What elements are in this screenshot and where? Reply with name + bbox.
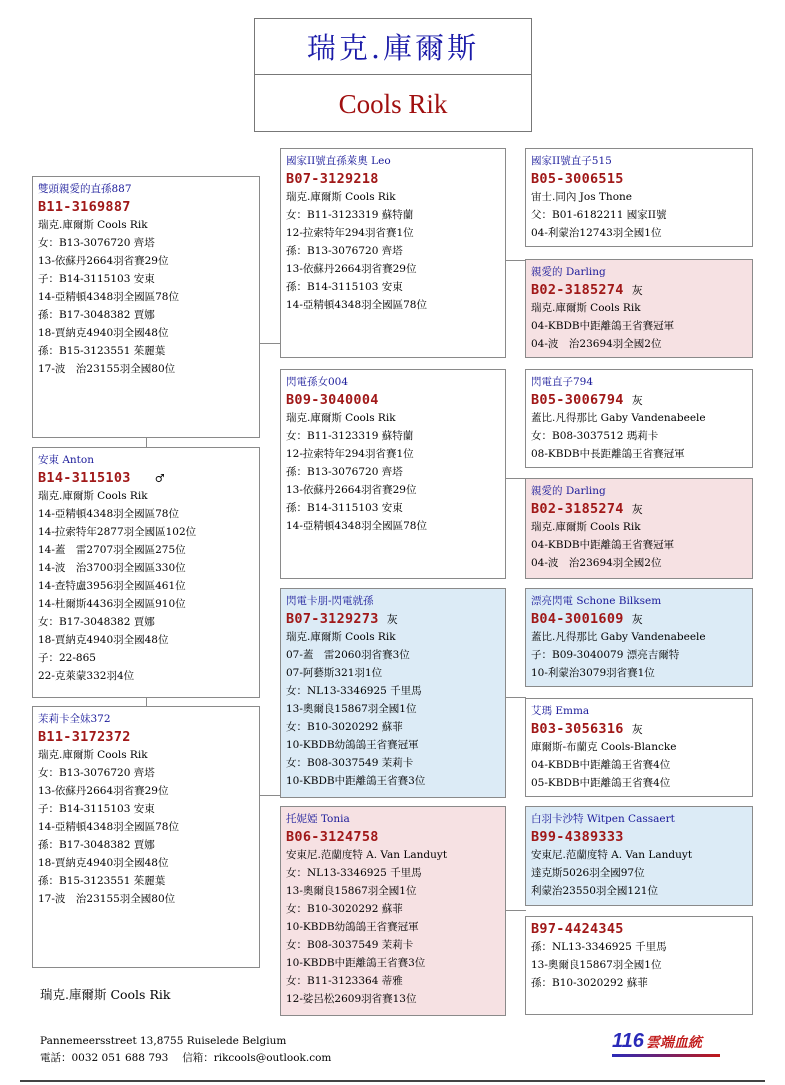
pigeon-name: 閃電卡朋-閃電就孫 [286,595,374,607]
ring-number: B03-3056316 [531,721,624,737]
record-line: 孫：B14-3115103 安東 [286,281,403,293]
record-line: 10-KBDB中距離鴿王省賽3位 [286,775,426,787]
pigeon-name: 親愛的 Darling [531,266,606,278]
record-line: 10-利蒙治3079羽省賽1位 [531,667,655,679]
subject-card[interactable] [32,447,260,698]
record-line: 14-波 治3700羽全國區330位 [38,562,186,574]
record-line: 孫：NL13-3346925 千里馬 [531,941,667,953]
connector [146,697,147,706]
record-line: 14-亞精頓4348羽全國區78位 [286,299,427,311]
record-line: 13-奧爾良15867羽全國1位 [531,959,662,971]
sire-dam-card[interactable] [280,369,506,579]
record-line: 庫爾斯-布蘭克 Cools-Blancke [531,741,677,753]
title-chinese: 瑞克.庫爾斯 [255,19,531,75]
pigeon-name: 雙頭親愛的直孫887 [38,183,132,195]
breeder-name: 瑞克.庫爾斯 Cools Rik [40,987,171,1002]
record-line: 14-亞精頓4348羽全國區78位 [286,520,427,532]
dam-sire-sire-card[interactable] [525,588,753,687]
dam-sire-dam-card[interactable] [525,698,753,797]
record-line: 瑞克.庫爾斯 Cools Rik [38,490,148,502]
record-line: 孫：B13-3076720 齊塔 [286,466,403,478]
pigeon-name: 白羽卡沙特 Witpen Cassaert [531,813,675,825]
record-line: 14-亞精頓4348羽全國區78位 [38,291,179,303]
ring-row [531,391,747,409]
record-line: 女：B08-3037512 瑪莉卡 [531,430,659,442]
ring-number: B06-3124758 [286,829,379,845]
record-line: 10-KBDB中距離鴿王省賽3位 [286,957,426,969]
record-line: 女：B08-3037549 茉莉卡 [286,939,414,951]
record-line: 18-賈納克4940羽全國48位 [38,857,169,869]
record-line: 05-KBDB中距離鴿王省賽4位 [531,777,671,789]
record-line: 12-娑呂松2609羽省賽13位 [286,993,417,1005]
plumage-color: 灰 [631,394,643,407]
dam-card[interactable] [32,706,260,968]
record-line: 17-波 治23155羽全國80位 [38,363,176,375]
plumage-color: 灰 [631,613,643,626]
sire-sire-sire-card[interactable] [525,148,753,247]
record-line: 子：22-865 [38,652,96,664]
record-line: 04-KBDB中距離鴿王省賽4位 [531,759,671,771]
record-line: 18-賈納克4940羽全國48位 [38,327,169,339]
dam-sire-card[interactable] [280,588,506,798]
contact-line: 電話：0032 051 688 793 信箱：rikcools@outlook.com [40,1052,332,1064]
ring-number: B02-3185274 [531,501,624,517]
record-line: 子：B09-3040079 漂亮吉爾特 [531,649,680,661]
record-line: 14-杜爾斯4436羽全國區910位 [38,598,186,610]
pigeon-name: 漂亮閃電 Schone Bilksem [531,595,662,607]
record-line: 女：B11-3123319 蘇特蘭 [286,209,414,221]
ring-number: B11-3169887 [38,199,131,215]
record-line: 子：B14-3115103 安東 [38,803,155,815]
record-line: 14-查特盧3956羽全國區461位 [38,580,186,592]
record-line: 宙士.同內 Jos Thone [531,191,632,203]
connector [505,260,526,261]
record-line: 12-拉索特年294羽省賽1位 [286,227,414,239]
pigeon-name: 國家II號直子515 [531,155,612,167]
record-line: 女：B10-3020292 蘇菲 [286,721,403,733]
ring-number: B11-3172372 [38,729,131,745]
record-line: 瑞克.庫爾斯 Cools Rik [286,412,396,424]
record-line: 10-KBDB幼鴿鴿王省賽冠軍 [286,921,419,933]
pigeon-name: 托妮婭 Tonia [286,813,350,825]
connector [259,343,281,344]
ring-number: B02-3185274 [531,282,624,298]
record-line: 08-KBDB中長距離鴿王省賽冠軍 [531,448,685,460]
record-line: 孫：B15-3123551 茱麗葉 [38,345,166,357]
record-line: 13-依蘇丹2664羽省賽29位 [38,785,169,797]
record-line: 利蒙治23550羽全國121位 [531,885,658,897]
dam-dam-sire-card[interactable] [525,806,753,906]
record-line: 14-亞精頓4348羽全國區78位 [38,508,179,520]
ring-row [531,920,747,938]
record-line: 13-依蘇丹2664羽省賽29位 [286,484,417,496]
record-line: 女：B08-3037549 茉莉卡 [286,757,414,769]
record-line: 女：B11-3123319 蘇特蘭 [286,430,414,442]
ring-row [38,469,254,487]
record-line: 14-蓋 雷2707羽全國區275位 [38,544,186,556]
record-line: 女：NL13-3346925 千里馬 [286,685,422,697]
pigeon-name: 閃電孫女004 [286,376,349,388]
male-symbol-icon: ♂ [154,472,165,485]
connector [505,910,526,911]
connector [505,697,526,698]
record-line: 孫：B10-3020292 蘇菲 [531,977,648,989]
record-line: 12-拉索特年294羽省賽1位 [286,448,414,460]
ring-row [531,720,747,738]
record-line: 07-阿藝斯321羽1位 [286,667,383,679]
sire-dam-dam-card[interactable] [525,478,753,579]
record-line: 07-蓋 雷2060羽省賽3位 [286,649,410,661]
pigeon-name: 茉莉卡全妹372 [38,713,111,725]
record-line: 父：B01-6182211 國家II號 [531,209,667,221]
record-line: 孫：B17-3048382 賈娜 [38,839,155,851]
record-line: 14-拉索特年2877羽全國區102位 [38,526,197,538]
ring-number: B05-3006515 [531,171,624,187]
ring-row [531,500,747,518]
logo-number: 116 [612,1030,644,1052]
record-line: 瑞克.庫爾斯 Cools Rik [286,191,396,203]
record-line: 蓋比.凡得那比 Gaby Vandenabeele [531,631,706,643]
record-line: 04-KBDB中距離鴿王省賽冠軍 [531,320,675,332]
bottom-divider [20,1080,765,1082]
sire-dam-sire-card[interactable] [525,369,753,468]
title-english: Cools Rik [338,89,448,119]
logo-underline [612,1054,720,1057]
record-line: 孫：B15-3123551 茱麗葉 [38,875,166,887]
plumage-color: 灰 [631,503,643,516]
record-line: 04-KBDB中距離鴿王省賽冠軍 [531,539,675,551]
address-line: Pannemeersstreet 13,8755 Ruiselede Belgium [40,1035,287,1047]
record-line: 18-賈納克4940羽全國48位 [38,634,169,646]
brand-logo [612,1030,702,1053]
record-line: 孫：B17-3048382 賈娜 [38,309,155,321]
record-line: 達克斯5026羽全國97位 [531,867,645,879]
address-block [40,1033,331,1067]
record-line: 女：B17-3048382 賈娜 [38,616,155,628]
record-line: 瑞克.庫爾斯 Cools Rik [38,219,148,231]
pigeon-name: 國家II號直孫萊奧 Leo [286,155,391,167]
ring-number: B04-3001609 [531,611,624,627]
sire-sire-dam-card[interactable] [525,259,753,358]
record-line: 14-亞精頓4348羽全國區78位 [38,821,179,833]
record-line: 22-克萊蒙332羽4位 [38,670,135,682]
record-line: 蓋比.凡得那比 Gaby Vandenabeele [531,412,706,424]
ring-row [531,281,747,299]
ring-number: B14-3115103 [38,470,131,486]
ring-row [531,610,747,628]
record-line: 10-KBDB幼鴿鴿王省賽冠軍 [286,739,419,751]
ring-number: B99-4389333 [531,829,624,845]
pigeon-name: 親愛的 Darling [531,485,606,497]
ring-number: B07-3129273 [286,611,379,627]
record-line: 04-波 治23694羽全國2位 [531,557,662,569]
logo-text: 雲端血統 [645,1034,702,1050]
ring-row [38,198,254,216]
record-line: 孫：B14-3115103 安東 [286,502,403,514]
record-line: 瑞克.庫爾斯 Cools Rik [38,749,148,761]
ring-row [531,170,747,188]
record-line: 17-波 治23155羽全國80位 [38,893,176,905]
connector [259,795,281,796]
pigeon-name: 閃電直子794 [531,376,594,388]
record-line: 女：B13-3076720 齊塔 [38,767,155,779]
record-line: 女：NL13-3346925 千里馬 [286,867,422,879]
record-line: 安東尼.范蘭度特 A. Van Landuyt [286,849,448,861]
record-line: 女：B13-3076720 齊塔 [38,237,155,249]
record-line: 13-奧爾良15867羽全國1位 [286,885,417,897]
record-line: 女：B10-3020292 蘇菲 [286,903,403,915]
ring-row [286,610,500,628]
sire-sire-card[interactable] [280,148,506,358]
record-line: 子：B14-3115103 安東 [38,273,155,285]
record-line: 孫：B13-3076720 齊塔 [286,245,403,257]
plumage-color: 灰 [631,723,643,736]
record-line: 13-奧爾良15867羽全國1位 [286,703,417,715]
ring-row [38,728,254,746]
pigeon-name: 艾瑪 Emma [531,705,590,717]
ring-number: B05-3006794 [531,392,624,408]
connector [505,478,526,479]
plumage-color: 灰 [631,284,643,297]
record-line: 女：B11-3123364 蒂雅 [286,975,403,987]
ring-row [286,391,500,409]
dam-dam-card[interactable] [280,806,506,1016]
record-line: 瑞克.庫爾斯 Cools Rik [286,631,396,643]
sire-card[interactable] [32,176,260,438]
record-line: 瑞克.庫爾斯 Cools Rik [531,521,641,533]
record-line: 04-利蒙治12743羽全國1位 [531,227,662,239]
record-line: 13-依蘇丹2664羽省賽29位 [286,263,417,275]
record-line: 04-波 治23694羽全國2位 [531,338,662,350]
ring-row [286,170,500,188]
ring-number: B97-4424345 [531,921,624,937]
dam-dam-dam-card[interactable] [525,916,753,1015]
record-line: 安東尼.范蘭度特 A. Van Landuyt [531,849,693,861]
record-line: 瑞克.庫爾斯 Cools Rik [531,302,641,314]
connector [146,437,147,447]
pigeon-name: 安東 Anton [38,454,94,466]
title-box [254,18,532,132]
ring-number: B09-3040004 [286,392,379,408]
ring-number: B07-3129218 [286,171,379,187]
ring-row [531,828,747,846]
plumage-color: 灰 [386,613,398,626]
record-line: 13-依蘇丹2664羽省賽29位 [38,255,169,267]
ring-row [286,828,500,846]
